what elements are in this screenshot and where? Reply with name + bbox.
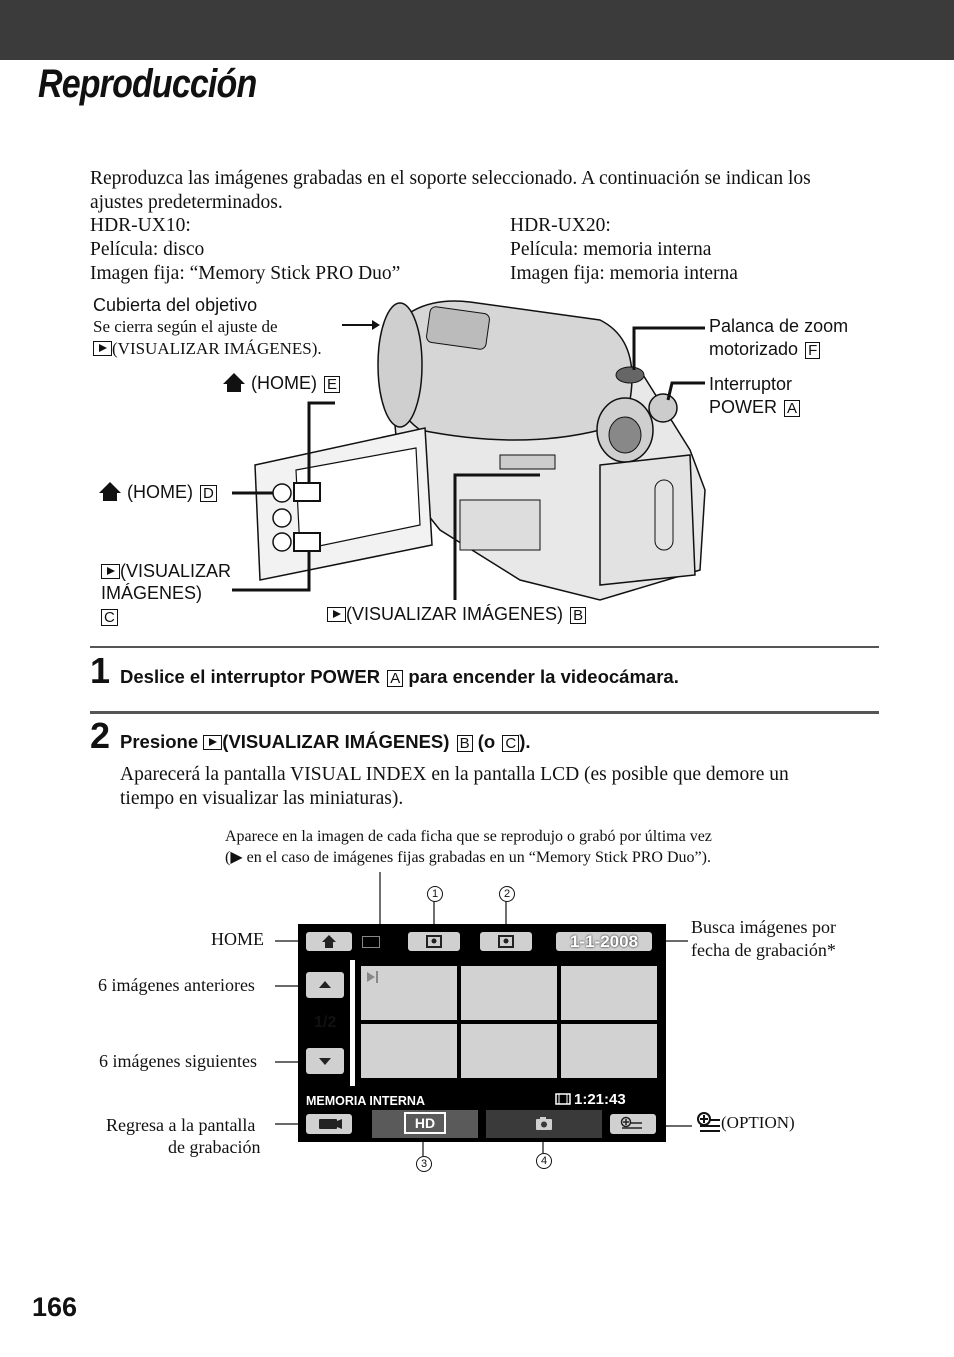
callout-number-4: 4 <box>536 1153 552 1169</box>
step-2-text-b: (VISUALIZAR IMÁGENES) <box>222 731 450 752</box>
callout-number-2: 2 <box>499 886 515 902</box>
triangle-down-icon <box>306 1048 344 1074</box>
view-b-text: (VISUALIZAR IMÁGENES) <box>346 604 564 624</box>
intro-line-1: Reproduzca las imágenes grabadas en el soporte seleccionado. A continuación se indican los <box>90 168 811 189</box>
step-1-number: 1 <box>90 650 111 691</box>
key-a: A <box>784 400 800 417</box>
callout-number-1: 1 <box>427 886 443 902</box>
search-callout-1: Busca imágenes por <box>691 917 836 937</box>
back-to-record-button[interactable] <box>306 1114 352 1134</box>
camcorder-icon <box>306 1114 352 1134</box>
back-callout-2: de grabación <box>168 1137 261 1157</box>
thumbnail[interactable] <box>361 1024 457 1078</box>
search-callout-2: fecha de grabación* <box>691 940 836 960</box>
play-icon <box>101 564 120 579</box>
lens-cover-note-1: Se cierra según el ajuste de <box>93 317 278 336</box>
home-icon <box>306 932 352 951</box>
zoom-label-2-text: motorizado <box>709 339 799 359</box>
thumbnail-grid <box>361 966 657 1082</box>
step-2-text <box>120 731 531 753</box>
thumbnail[interactable] <box>361 966 457 1020</box>
key-e: E <box>324 376 340 393</box>
page-title: Reproducción <box>38 62 257 106</box>
key-b: B <box>457 735 473 752</box>
model1-movie: Película: disco <box>90 239 205 260</box>
step-2-text-a: Presione <box>120 731 199 752</box>
option-button[interactable] <box>610 1114 656 1134</box>
key-d: D <box>200 485 217 502</box>
home-d-text: (HOME) <box>127 482 194 502</box>
view-c-text-1: (VISUALIZAR <box>120 561 232 581</box>
prev6-callout: 6 imágenes anteriores <box>98 975 255 995</box>
home-icon <box>222 372 246 392</box>
play-icon <box>203 735 222 750</box>
top-note-1: Aparece en la imagen de cada ficha que se reprodujo o grabó por última vez <box>225 828 712 845</box>
model1-still: Imagen fija: “Memory Stick PRO Duo” <box>90 263 401 284</box>
next6-callout: 6 imágenes siguientes <box>99 1051 257 1071</box>
option-icon <box>610 1114 656 1134</box>
header-bar <box>0 0 954 60</box>
play-icon <box>93 341 112 356</box>
play-icon <box>327 607 346 622</box>
scroll-bar[interactable] <box>350 960 355 1086</box>
model2-name: HDR-UX20: <box>510 215 611 236</box>
date-search-button[interactable]: 1-1-2008 <box>556 932 652 951</box>
lens-cover-note-2 <box>93 338 322 360</box>
key-c: C <box>502 735 519 752</box>
tab-still-index[interactable] <box>480 932 532 951</box>
separator-2 <box>90 711 879 714</box>
remaining-time <box>554 1091 626 1108</box>
home-icon <box>98 481 122 501</box>
film-icon <box>554 1092 574 1106</box>
step-2-body-1: Aparecerá la pantalla VISUAL INDEX en la pantalla LCD (es posible que demore un <box>120 764 789 785</box>
view-c-key <box>101 605 118 627</box>
lens-cover-note-2-text: (VISUALIZAR IMÁGENES). <box>112 339 322 358</box>
thumbnail[interactable] <box>561 966 657 1020</box>
power-label-2-text: POWER <box>709 397 778 417</box>
model2-still: Imagen fija: memoria interna <box>510 263 738 284</box>
tab-hd-movies[interactable] <box>372 1110 478 1138</box>
step-1-text-b: para encender la videocámara. <box>408 666 679 687</box>
model1-name: HDR-UX10: <box>90 215 191 236</box>
thumbnail[interactable] <box>461 966 557 1020</box>
view-c-label-2: IMÁGENES) <box>101 583 203 603</box>
top-note-2: (▶ en el caso de imágenes fijas grabadas en un “Memory Stick PRO Duo”). <box>225 849 711 866</box>
home-callout: HOME <box>211 929 264 949</box>
hd-icon: HD <box>404 1112 446 1134</box>
media-label: MEMORIA INTERNA <box>306 1094 425 1108</box>
tab-movie-index[interactable] <box>408 932 460 951</box>
step-2-text-d: ). <box>519 731 531 752</box>
page-indicator: 1/2 <box>314 1014 337 1031</box>
view-c-label-1 <box>101 560 231 582</box>
key-f: F <box>805 342 820 359</box>
step-1-text <box>120 666 679 688</box>
thumbnail[interactable] <box>561 1024 657 1078</box>
model2-movie: Película: memoria interna <box>510 239 712 260</box>
page-number: 166 <box>32 1292 78 1322</box>
home-e-label <box>222 372 340 394</box>
prev-page-button[interactable] <box>306 972 344 998</box>
step-1-text-a: Deslice el interruptor POWER <box>120 666 381 687</box>
home-e-text: (HOME) <box>251 373 318 393</box>
step-2-text-c: (o <box>477 731 496 752</box>
step-2-body-2: tiempo en visualizar las miniaturas). <box>120 788 404 809</box>
movie-tab-icon <box>408 932 460 951</box>
zoom-label-1: Palanca de zoom <box>709 316 849 336</box>
separator-1 <box>90 646 879 648</box>
key-c: C <box>101 609 118 626</box>
lens-cover-label: Cubierta del objetivo <box>93 295 258 315</box>
thumbnail[interactable] <box>461 1024 557 1078</box>
remaining-time-text: 1:21:43 <box>574 1091 626 1108</box>
triangle-up-icon <box>306 972 344 998</box>
home-button[interactable] <box>306 932 352 951</box>
option-callout-text: (OPTION) <box>721 1113 795 1132</box>
still-tab-icon <box>480 932 532 951</box>
power-label-2 <box>709 396 800 418</box>
zoom-label-2 <box>709 338 820 360</box>
view-b-label <box>327 603 586 625</box>
home-d-label <box>98 481 217 503</box>
visual-index-screen <box>298 924 666 1142</box>
last-played-icon <box>361 966 457 1020</box>
step-2-number: 2 <box>90 715 111 756</box>
next-page-button[interactable] <box>306 1048 344 1074</box>
camera-icon <box>486 1110 602 1138</box>
intro-line-2: ajustes predeterminados. <box>90 192 283 213</box>
callout-number-3: 3 <box>416 1156 432 1172</box>
tab-photos[interactable] <box>486 1110 602 1138</box>
back-callout-1: Regresa a la pantalla <box>106 1115 256 1135</box>
key-a: A <box>387 670 403 687</box>
battery-icon <box>362 936 380 948</box>
key-b: B <box>570 607 586 624</box>
power-label-1: Interruptor <box>709 374 793 394</box>
